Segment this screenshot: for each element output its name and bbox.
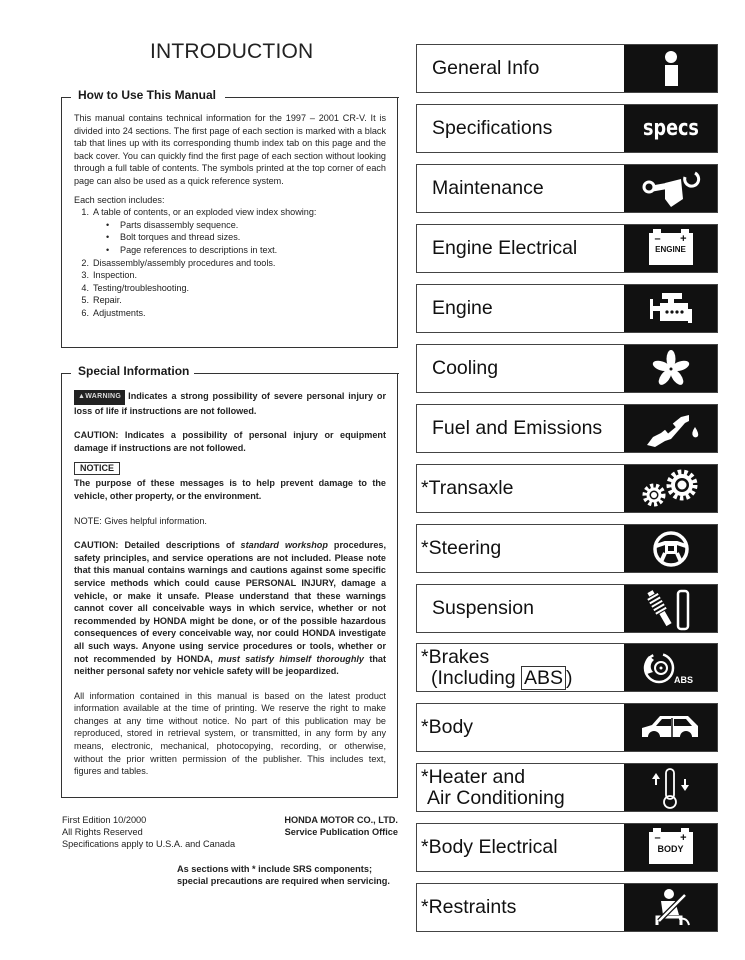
note-paragraph: NOTE: Gives helpful information.	[74, 515, 207, 526]
steering-wheel-icon	[624, 525, 717, 572]
tab-maintenance[interactable]: Maintenance	[416, 164, 718, 213]
list-item: 6. Adjustments.	[81, 307, 146, 318]
sub-list-item: • Parts disassembly sequence.	[74, 219, 386, 232]
specs-icon: specs	[624, 105, 717, 152]
warning-badge: ▲WARNING	[74, 390, 125, 405]
edition-info	[62, 815, 235, 850]
battery-engine-icon: – + ENGINE	[624, 225, 717, 272]
section-heading: Special Information	[74, 364, 193, 378]
box-top-border	[61, 97, 71, 98]
list-item: 4. Testing/troubleshooting.	[81, 282, 190, 293]
section-heading: How to Use This Manual	[74, 88, 220, 102]
fuel-nozzle-icon	[624, 405, 717, 452]
sub-list-item: • Bolt torques and thread sizes.	[74, 231, 386, 244]
tab-transaxle[interactable]: *Transaxle	[416, 464, 718, 513]
tab-heater-ac[interactable]: *Heater and Air Conditioning	[416, 763, 718, 812]
box-top-border	[225, 97, 399, 98]
abs-box: ABS	[521, 666, 566, 690]
list-item: 3. Inspection.	[81, 270, 137, 281]
office-text: Service Publication Office	[284, 826, 398, 837]
caution-detail-paragraph: CAUTION: Detailed descriptions of standard workshop procedures, safety principles, and service operations are not included. Please note that this manual contains warnings and cautions against some specific service methods which could cause PERSONAL INJURY, damage a vehicle, or make it unsafe. Please understand that these warnings cannot cover all conceivable ways in which service, whether or not recommended by HONDA might be done, or of the possible hazardous consequences of every conceivable way, nor could HONDA investigate all such ways. Anyone using service procedures or tools, whether or not recommended by HONDA, must satisfy himself thoroughly that neither personal safety nor vehicle safety will be jeopardized.	[74, 540, 387, 677]
list-item: 2. Disassembly/assembly procedures and tools.	[81, 257, 276, 268]
battery-body-icon: – + BODY	[624, 824, 717, 871]
includes-label: Each section includes:	[74, 194, 165, 205]
seatbelt-icon	[624, 884, 717, 931]
includes-list	[74, 206, 386, 319]
gears-icon	[624, 465, 717, 512]
tab-fuel-emissions[interactable]: Fuel and Emissions	[416, 404, 718, 453]
info-icon	[624, 45, 717, 92]
how-to-use-content	[74, 112, 386, 320]
box-top-border	[61, 373, 71, 374]
legal-paragraph: All information contained in this manual is based on the latest product information available at the time of printing. We reserve the right to make changes at any time without notice. No part of this publication may be reproduced, stored in retrieval system, or transmitted, in any form by any means, electronic, mechanical, photocopying, recording, or otherwise, without the prior written permission of the publisher. This includes text, figures and tables.	[74, 690, 386, 777]
car-body-icon	[624, 704, 717, 751]
sub-list-item: • Page references to descriptions in text.	[74, 244, 386, 257]
list-item: 1. A table of contents, or an exploded view index showing:	[81, 207, 317, 218]
tab-engine-electrical[interactable]: Engine Electrical – + ENGINE	[416, 224, 718, 273]
box-top-border	[194, 373, 399, 374]
fan-icon	[624, 345, 717, 392]
specs-apply-text: Specifications apply to U.S.A. and Canada	[62, 838, 236, 849]
tab-general-info[interactable]: General Info	[416, 44, 718, 93]
list-item: 5. Repair.	[81, 295, 122, 306]
warning-paragraph: ▲WARNING Indicates a strong possibility of severe personal injury or loss of life if instructions are not followed.	[74, 391, 386, 416]
tab-body[interactable]: *Body	[416, 703, 718, 752]
thermometer-icon	[624, 764, 717, 811]
how-to-use-box	[61, 88, 398, 348]
shock-tire-icon	[624, 585, 717, 632]
intro-paragraph: This manual contains technical information for the 1997 – 2001 CR-V. It is divided into 24 sections. The first page of each section is marked with a black tab that lines up with its corresponding thumb index tab on this page and the back cover. You can quickly find the first page of each section without looking through a full table of contents. The symbols printed at the top corner of each page can also be used as a quick reference system.	[74, 113, 386, 186]
publisher-text: HONDA MOTOR CO., LTD.	[284, 815, 398, 825]
page-title: INTRODUCTION	[150, 40, 314, 63]
tab-suspension[interactable]: Suspension	[416, 584, 718, 633]
special-info-box	[61, 364, 398, 798]
special-info-content	[74, 390, 386, 778]
engine-icon	[624, 285, 717, 332]
wrench-hand-icon	[624, 165, 717, 212]
caution-paragraph: CAUTION: Indicates a possibility of personal injury or equipment damage if instructions are not followed.	[74, 430, 386, 453]
tab-restraints[interactable]: *Restraints	[416, 883, 718, 932]
rights-text: All Rights Reserved	[62, 826, 143, 837]
tab-specifications[interactable]: Specifications specs	[416, 104, 718, 153]
edition-text: First Edition 10/2000	[62, 815, 147, 825]
tab-steering[interactable]: *Steering	[416, 524, 718, 573]
tab-cooling[interactable]: Cooling	[416, 344, 718, 393]
publisher-info	[280, 815, 398, 839]
srs-note: As sections with * include SRS components; special precautions are required when servicing.	[177, 864, 390, 886]
tab-brakes[interactable]: *Brakes (Including ABS ) ABS	[416, 643, 718, 692]
brake-disc-icon: ABS	[624, 644, 717, 691]
notice-paragraph: The purpose of these messages is to help prevent damage to the vehicle, other property, or the environment.	[74, 478, 386, 501]
tab-body-electrical[interactable]: *Body Electrical – + BODY	[416, 823, 718, 872]
notice-badge: NOTICE	[74, 462, 120, 475]
tab-engine[interactable]: Engine	[416, 284, 718, 333]
